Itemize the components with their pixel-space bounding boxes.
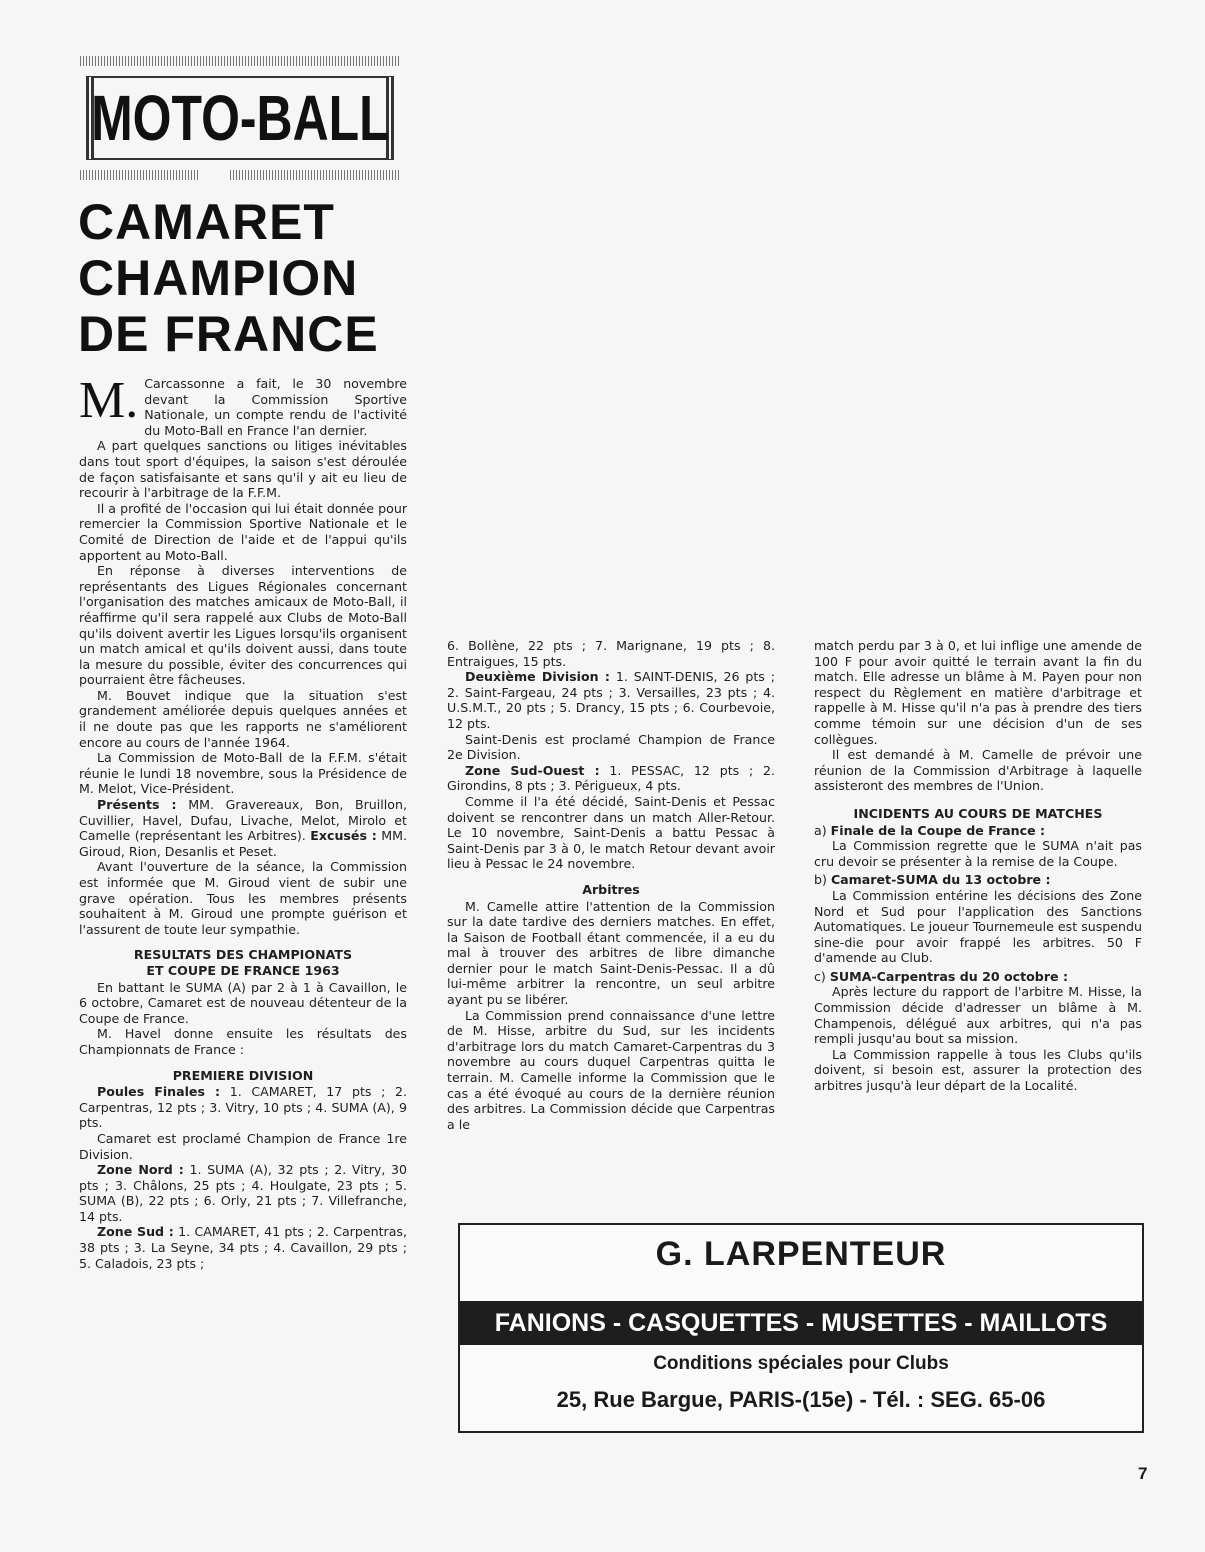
paragraph: match perdu par 3 à 0, et lui inflige une amende de 100 F pour avoir quitté le terrain avant la fin du match. Elle adresse un blâme à M. Payen pour non respect du Règlement en matière d'arbitrage et rappelle à M. Hisse qu'il n'a pas à prendre des tiers comme témoin sur une décision d'un de ses collègues.	[814, 638, 1142, 747]
article-column-1	[79, 372, 408, 1271]
ad-address: 25, Rue Bargue, PARIS-(15e) - Tél. : SEG. 65-06	[556, 1387, 1046, 1412]
ad-company-name: G. LARPENTEUR	[655, 1235, 947, 1273]
paragraph: En réponse à diverses interventions de représentants des Ligues Régionales concernant l'organisation des matches amicaux de Moto-Ball, il réaffirme qu'il sera rappelé aux Clubs de Moto-Ball qu'ils doivent avertir les Ligues lorsqu'ils organisent un match amical et qu'ils doivent aussi, dans toute la mesure du possible, éviter des concurrences qui pourraient être fâcheuses.	[79, 563, 407, 688]
paragraph: En battant le SUMA (A) par 2 à 1 à Cavaillon, le 6 octobre, Camaret est de nouveau détenteur de la Coupe de France.	[79, 979, 407, 1026]
article-column-3	[814, 638, 1142, 1094]
paragraph: Deuxième Division : 1. SAINT-DENIS, 26 pts ; 2. Saint-Fargeau, 24 pts ; 3. Versailles, 23 pts ; 4. U.S.M.T., 20 pts ; 5. Drancy, 15 pts ; 6. Courbevoie, 12 pts.	[447, 669, 775, 731]
paragraph: Zone Nord : 1. SUMA (A), 32 pts ; 2. Vitry, 30 pts ; 3. Châlons, 25 pts ; 4. Houlgate, 23 pts ; 5. SUMA (B), 22 pts ; 6. Orly, 21 pts ; 7. Villefranche, 14 pts.	[79, 1162, 408, 1224]
paragraph: Il a profité de l'occasion qui lui était donnée pour remercier la Commission Sportive Nationale et le Comité de Direction de l'aide et de l'appui qu'ils apportent au Moto-Ball.	[79, 500, 407, 563]
paragraph: Il est demandé à M. Camelle de prévoir une réunion de la Commission d'Arbitrage à laquelle assisteront des membres de l'Union.	[814, 747, 1142, 794]
ad-conditions: Conditions spéciales pour Clubs	[653, 1353, 949, 1374]
paragraph: La Commission rappelle à tous les Clubs qu'ils doivent, si besoin est, assurer la protection des arbitres jusqu'à leur départ de la Localité.	[814, 1046, 1142, 1094]
paragraph: La Commission regrette que le SUMA n'ait pas cru devoir se présenter à la remise de la Coupe.	[814, 838, 1142, 869]
paragraph: Poules Finales : 1. CAMARET, 17 pts ; 2. Carpentras, 12 pts ; 3. Vitry, 10 pts ; 4. SUMA (A), 9 pts.	[79, 1084, 407, 1131]
subheading: Arbitres	[582, 881, 640, 897]
paragraph: M. Bouvet indique que la situation s'est grandement améliorée depuis quelques années et il ne doute pas que les rapports ne s'améliorent encore au cours de l'année 1964.	[79, 687, 407, 750]
subheading: RESULTATS DES CHAMPIONATS ET COUPE DE FRANCE 1963	[133, 947, 353, 978]
paragraph: La Commission prend connaissance d'une lettre de M. Hisse, arbitre du Sud, sur les incidents d'arbitrage lors du match Camaret-Carpentras du 3 novembre au cours duquel Carpentras quitta le terrain. M. Camelle informe la Commission que le cas a été évoqué au cours de la dernière réunion des arbitres. La Commission décide que Carpentras a le	[447, 1007, 775, 1132]
paragraph: A part quelques sanctions ou litiges inévitables dans tout sport d'équipes, la saison s'est déroulée de façon satisfaisante et sans qu'il y ait eu lieu de recourir à l'arbitrage de la F.F.M.	[79, 438, 407, 501]
incident-heading: b) Camaret-SUMA du 13 octobre :	[814, 872, 1051, 888]
paragraph: Zone Sud : 1. CAMARET, 41 pts ; 2. Carpentras, 38 pts ; 3. La Seyne, 34 pts ; 4. Cavaillon, 29 pts ; 5. Caladois, 23 pts ;	[79, 1224, 407, 1271]
paragraph: M. Camelle attire l'attention de la Commission sur la date tardive des derniers matches. En effet, la Saison de Football étant commencée, il a eu du mal à trouver des arbitres de libre dimanche dernier pour le match Saint-Denis-Pessac. Il a dû lui-même arbitrer la rencontre, un seul arbitre ayant pu se libérer.	[447, 898, 775, 1008]
paragraph: Après lecture du rapport de l'arbitre M. Hisse, la Commission décide d'adresser un blâme à M. Champenois, délégué aux arbitres, qui n'a pas rempli jusqu'au bout sa mission.	[814, 984, 1142, 1047]
section-banner	[80, 56, 400, 180]
headline-line-3: DE FRANCE	[78, 306, 379, 362]
banner-stripe-bottom	[80, 170, 400, 180]
paragraph: La Commission de Moto-Ball de la F.F.M. s'était réunie le lundi 18 novembre, sous la Présidence de M. Melot, Vice-Président.	[79, 750, 407, 797]
banner-box	[86, 76, 394, 160]
incident-heading: a) Finale de la Coupe de France :	[814, 822, 1046, 838]
paragraph: Avant l'ouverture de la séance, la Commission est informée que M. Giroud vient de subir une grave opération. Tous les membres présents souhaitent à M. Giroud une prompte guérison et l'assurent de toute leur sympathie.	[79, 859, 407, 937]
headline	[78, 194, 408, 362]
paragraph: Saint-Denis est proclamé Champion de France 2e Division.	[447, 731, 775, 763]
subheading: INCIDENTS AU COURS DE MATCHES	[853, 805, 1103, 821]
article-column-2	[447, 638, 775, 1132]
page-number: 7	[1138, 1464, 1148, 1483]
headline-line-1: CAMARET	[78, 194, 335, 250]
paragraph: Comme il l'a été décidé, Saint-Denis et Pessac doivent se rencontrer dans un match Aller-Retour. Le 10 novembre, Saint-Denis a battu Pessac à Saint-Denis par 3 à 0, le match Retour devant avoir lieu à Pessac le 24 novembre.	[447, 793, 775, 872]
headline-line-2: CHAMPION	[78, 250, 359, 306]
subheading: PREMIERE DIVISION	[172, 1067, 314, 1083]
paragraph: M. Havel donne ensuite les résultats des Championnats de France :	[79, 1026, 407, 1057]
advertisement	[458, 1223, 1144, 1433]
ad-products: FANIONS - CASQUETTES - MUSETTES - MAILLOTS	[494, 1308, 1108, 1337]
incident-heading: c) SUMA-Carpentras du 20 octobre :	[814, 968, 1068, 984]
ad-products-bar	[460, 1301, 1142, 1345]
lead-paragraph: M. Carcassonne a fait, le 30 novembre devant la Commission Sportive Nationale, un compte rendu de l'activité du Moto-Ball en France l'an dernier.	[79, 372, 407, 438]
dropcap: M.	[79, 372, 139, 429]
paragraph: 6. Bollène, 22 pts ; 7. Marignane, 19 pts ; 8. Entraigues, 15 pts.	[447, 638, 775, 669]
section-title: MOTO-BALL	[90, 82, 390, 154]
paragraph: Camaret est proclamé Champion de France 1re Division.	[79, 1130, 407, 1162]
paragraph: La Commission entérine les décisions des Zone Nord et Sud pour l'application des Sanctions Automatiques. Le joueur Tournemeule est suspendu sine-die pour avoir frappé les arbitres. 50 F d'amende au Club.	[814, 887, 1142, 966]
banner-stripe-top	[80, 56, 400, 66]
paragraph: Zone Sud-Ouest : 1. PESSAC, 12 pts ; 2. Girondins, 8 pts ; 3. Périgueux, 4 pts.	[447, 762, 775, 794]
paragraph: Présents : MM. Gravereaux, Bon, Bruillon, Cuvillier, Havel, Dufau, Livache, Melot, Mirolo et Camelle (représentant les Arbitres). Excusés : MM. Giroud, Rion, Desanlis et Peset.	[79, 797, 407, 859]
